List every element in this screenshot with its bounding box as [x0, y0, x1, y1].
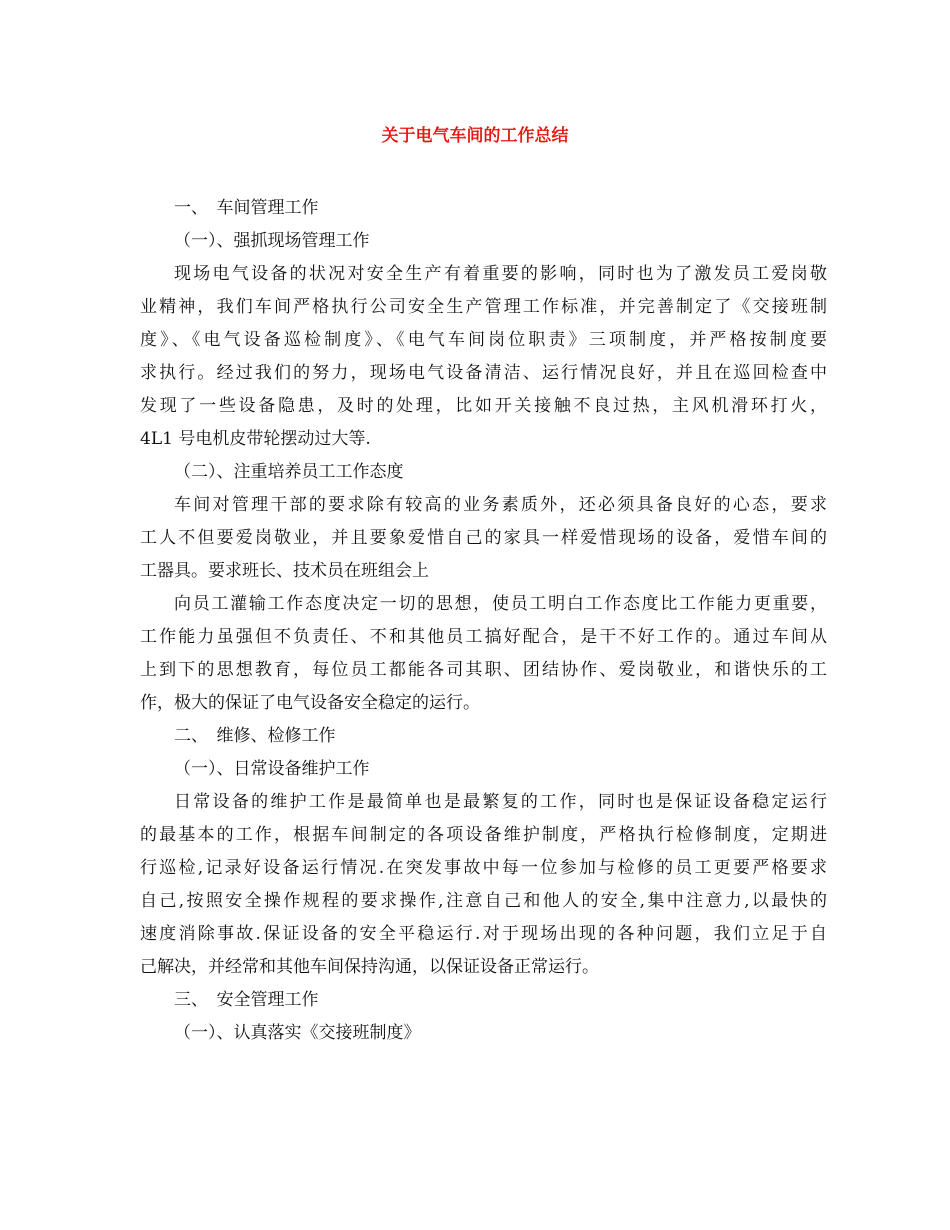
paragraph-line: 速度消除事故.保证设备的安全平稳运行.对于现场出现的各种问题，我们立足于自 — [140, 924, 827, 944]
paragraph-line: 现场电气设备的状况对安全生产有着重要的影响，同时也为了激发员工爱岗敬 — [174, 264, 827, 284]
paragraph-line: 上到下的思想教育，每位员工都能各司其职、团结协作、爱岗敬业，和谐快乐的工 — [140, 660, 827, 680]
section-heading: 二、 维修、检修工作 — [174, 726, 336, 746]
section-heading: 三、 安全管理工作 — [174, 990, 319, 1010]
paragraph-line: 日常设备的维护工作是最简单也是最繁复的工作，同时也是保证设备稳定运行 — [174, 792, 827, 812]
section-heading: 一、 车间管理工作 — [174, 198, 319, 218]
paragraph-line: 向员工灌输工作态度决定一切的思想，使员工明白工作态度比工作能力更重要， — [174, 594, 827, 614]
paragraph-line: 工作能力虽强但不负责任、不和其他员工搞好配合，是干不好工作的。通过车间从 — [140, 627, 827, 647]
document-body — [140, 192, 827, 1050]
paragraph-line: 度》、《电气设备巡检制度》、《电气车间岗位职责》三项制度，并严格按制度要 — [140, 330, 827, 350]
document-title: 关于电气车间的工作总结 — [381, 126, 569, 146]
paragraph-line: 自己,按照安全操作规程的要求操作,注意自己和他人的安全,集中注意力,以最快的 — [140, 891, 827, 911]
paragraph-line: 工人不但要爱岗敬业，并且要象爱惜自己的家具一样爱惜现场的设备，爱惜车间的 — [140, 528, 827, 548]
paragraph-line: 己解决，并经常和其他车间保持沟通，以保证设备正常运行。 — [140, 957, 599, 977]
paragraph-line: 的最基本的工作，根据车间制定的各项设备维护制度，严格执行检修制度，定期进 — [140, 825, 827, 845]
paragraph-line: 工器具。要求班长、技术员在班组会上 — [140, 561, 429, 581]
paragraph-line: 车间对管理干部的要求除有较高的业务素质外，还必须具备良好的心态，要求 — [174, 495, 827, 515]
paragraph-line: 作，极大的保证了电气设备安全稳定的运行。 — [140, 693, 480, 713]
subsection-heading: （一）、日常设备维护工作 — [174, 759, 370, 779]
paragraph-line: 发现了一些设备隐患，及时的处理，比如开关接触不良过热，主风机滑环打火， — [140, 396, 827, 416]
subsection-heading: （二）、注重培养员工工作态度 — [174, 462, 404, 482]
subsection-heading: （一）、认真落实《交接班制度》 — [174, 1023, 421, 1043]
paragraph-line: 行巡检,记录好设备运行情况.在突发事故中每一位参加与检修的员工更要严格要求 — [140, 858, 827, 878]
paragraph-line: 业精神，我们车间严格执行公司安全生产管理工作标准，并完善制定了《交接班制 — [140, 297, 827, 317]
paragraph-line: 求执行。经过我们的努力，现场电气设备清洁、运行情况良好，并且在巡回检查中 — [140, 363, 827, 383]
paragraph-line: 4L1 号电机皮带轮摆动过大等. — [140, 429, 371, 449]
subsection-heading: （一）、强抓现场管理工作 — [174, 231, 370, 251]
